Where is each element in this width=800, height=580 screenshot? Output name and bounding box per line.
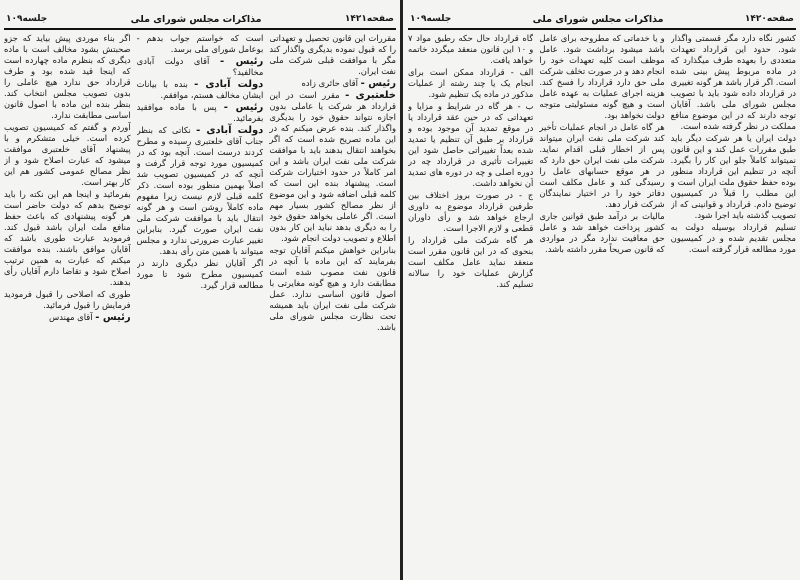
paragraph-text: الف - قرارداد ممکن است برای انجام یک یا چند رشته از عملیات مذکور در ماده یک تنظیم شود. <box>408 67 534 99</box>
paragraph <box>4 312 131 323</box>
session-number: جلسه۱۰۹ <box>6 14 48 24</box>
paragraph <box>269 78 396 89</box>
paragraph-text: آقای دولت آبادی مخالفید؟ <box>136 56 264 77</box>
paragraph-text: گاه قرارداد حال حکه رطبق مواد ۷ و ۱۰ این قانون منعقد میگردد خاتمه خواهد یافت. <box>408 33 534 65</box>
text-column <box>539 33 664 576</box>
text-columns <box>408 33 796 576</box>
paragraph <box>539 211 664 255</box>
paragraph <box>408 235 533 290</box>
running-title: مذاکرات مجلس شورای ملی <box>532 13 664 25</box>
text-columns <box>4 33 396 576</box>
paragraph-text: نکاتی که بنظر جناب آقای خلعتبری رسیده و مطرح کردند درست است. آنچه بود که در کمیسیون مورد توجه قرار گرفت و آنچه که در کمیسیون تصویب شد اصلاً بهمین منظور بوده است. ذکر کلمه قبلی لازم نیست زیرا مفهوم ماده کاملاً روشن است و هر گونه انتقال باید با موافقت شرکت ملی نفت ایران صورت گیرد. بنابراین تغییر عبارت ضرورتی ندارد و مجلس میتواند با همین متن رأی بدهد. <box>136 125 264 256</box>
paragraph <box>4 122 131 188</box>
text-column <box>671 33 796 576</box>
paragraph-text: طوری که اصلاحی را قبول فرمودید فرمایش را قبول فرمائید. <box>3 289 131 310</box>
page-divider <box>400 0 403 580</box>
text-column <box>4 33 131 576</box>
paragraph <box>269 245 396 333</box>
paragraph-text: بنده با بیانات ایشان مخالف هستم، موافقم. <box>136 79 264 100</box>
paragraph <box>137 79 264 101</box>
paragraph-text: اگر آقایان نظر دیگری دارند در کمیسیون مطرح شود تا مورد مطالعه قرار گیرد. <box>136 258 264 290</box>
paragraph-text: آقای مهندس <box>49 312 93 322</box>
paragraph-text: هر گاه عامل در انجام عملیات تأخیر کند شرکت ملی نفت ایران میتواند پس از اخطار قبلی اقدام نماید. شرکت ملی نفت ایران حق دارد که در هر موقع حسابهای عامل را رسیدگی کند و عامل مکلف است دفاتر خود را در اختیار نمایندگان شرکت قرار دهد. <box>539 122 665 209</box>
header-rule <box>4 28 396 30</box>
paragraph-text: است که خواستم جواب بدهم - بوعامل شورای ملی برسد. <box>136 33 264 54</box>
paragraph-text: ب - هر گاه در شرایط و مزایا و تعهداتی که در حین عقد قرارداد یا در موقع تمدید آن موجود بوده و قرارداد بر طبق آن تنظیم یا تمدید شده بعداً تغییراتی حاصل شود این تغییرات تأثیری در قرارداد چه در دوره اصلی و چه در دوره های تمدید آن نخواهد داشت. <box>408 101 534 188</box>
text-column <box>137 33 264 576</box>
paragraph <box>4 33 131 121</box>
paragraph-text: ج - در صورت بروز اختلاف بین طرفین قرارداد موضوع به داوری ارجاع خواهد شد و رأی داوران قطعی و لازم الاجرا است. <box>408 190 534 233</box>
paragraph-text: بفرمائید و اینجا هم این نکته را باید توضیح بدهم که دولت حاضر است هر گونه پیشنهادی که باعث حفظ منافع ملت ایران باشد قبول کند. فرمودید عبارت طوری باشد که آقایان موافق باشند. بنده موافقت میکنم که عبارت به همین ترتیب اصلاح شود و تقاضا دارم آقایان رأی بدهند. <box>3 189 131 287</box>
text-column <box>269 33 396 576</box>
text-column <box>408 33 533 576</box>
paragraph <box>408 101 533 189</box>
header-rule <box>408 28 796 30</box>
right-page <box>404 0 800 580</box>
speaker-name: خلعتبری - <box>345 90 396 101</box>
speaker-name: رئیس - <box>220 56 264 67</box>
paragraph <box>269 90 396 244</box>
paragraph <box>408 67 533 100</box>
speaker-name: دولت آبادی - <box>194 79 264 90</box>
paragraph-text: مالیات بر درآمد طبق قوانین جاری کشور پرداخت خواهد شد و عامل حق معافیت ندارد مگر در مواردی که قانون صریحاً مقرر داشته باشد. <box>539 211 665 254</box>
paragraph-text: دولت ایران یا هر شرکت دیگر باید طبق مقررات عمل کند و این قانون نمیتواند کاملاً جلو این کار را بگیرد. آنچه در تنظیم این قرارداد منظور بوده حفظ حقوق ملت ایران است و این مطلب را قبلاً در کمیسیون توضیح دادم. قرارداد و قوانینی که از تصویب گذشته باید اجرا شود. <box>670 133 796 220</box>
paragraph <box>137 33 264 55</box>
paragraph <box>4 189 131 288</box>
speaker-name: دولت آبادی - <box>196 125 264 136</box>
session-number: جلسه۱۰۹ <box>410 14 452 24</box>
paragraph-text: تسلیم قرارداد بوسیله دولت به مجلس تقدیم شده و در کمیسیون مورد مطالعه قرار گرفته است. <box>670 222 796 254</box>
speaker-name: رئیس - <box>223 102 264 113</box>
paragraph <box>539 33 664 121</box>
paragraph-text: مقررات این قانون تحصیل و تعهداتی را که قبول نموده بدیگری واگذار کند مگر با موافقت قبلی شرکت ملی نفت ایران. <box>269 33 396 76</box>
paragraph <box>671 33 796 132</box>
left-page-header <box>6 12 394 26</box>
paragraph <box>137 258 264 291</box>
paragraph-text: آقای حائری زاده <box>301 78 358 88</box>
page-number: صفحه۱۴۲۱ <box>344 14 394 24</box>
page-number: صفحه۱۴۲۰ <box>744 14 794 24</box>
paragraph-text: پس با ماده موافقید بفرمائید. <box>136 102 264 123</box>
paragraph-text: آوردم و گفتم که کمیسیون تصویب کرده است. خیلی متشکرم و با پیشنهاد آقای خلعتبری موافقت میشود که عبارت اصلاح شود و از نظر مصالح عمومی کشور هم این کار بهتر است. <box>3 122 131 187</box>
paragraph <box>137 102 264 124</box>
paragraph <box>137 56 264 78</box>
running-title: مذاکرات مجلس شورای ملی <box>130 13 262 25</box>
paragraph <box>137 125 264 257</box>
paragraph <box>408 190 533 234</box>
paragraph <box>671 222 796 255</box>
paragraph <box>408 33 533 66</box>
paragraph-text: کشور نگاه دارد مگر قسمتی واگذار شود. حدود این قرارداد تعهدات متعددی را بعهده طرف میگذارد که در ماده مربوط پیش بینی شده است. اگر قرار باشد هر گونه تغییری در قرارداد داده شود باید با تصویب مجلس شورای ملی باشد. آقایان توجه دارند که در این موضوع منافع مملکت در نظر گرفته شده است. <box>670 33 796 131</box>
speaker-name: رئیس - <box>95 312 131 323</box>
paragraph-text: بنابراین خواهش میکنم آقایان توجه بفرمایند که این ماده با آنچه در قانون نفت مصوب شده است مطابقت دارد و هیچ گونه مغایرتی با اصول قانون اساسی ندارد. عمل شرکت ملی نفت ایران باید همیشه تحت نظارت مجلس شورای ملی باشد. <box>269 245 396 332</box>
paragraph-text: هر گاه شرکت ملی قرارداد را بنحوی که در این قانون مقرر است منعقد نماید عامل مکلف است گزارش عملیات خود را سالانه تسلیم کند. <box>408 235 534 289</box>
paragraph-text: مقرر است در این قرارداد هر شرکت یا عاملی بدون اجازه نتواند حقوق خود را بدیگری واگذار کند. بنده عرض میکنم که در این ماده تصریح شده است که اگر بخواهند انتقال بدهند باید با موافقت شرکت ملی نفت ایران باشد و این امر کاملاً در حدود اختیارات شرکت است. پیشنهاد بنده این است که کلمه قبلی اضافه شود و این موضوع از نظر مصالح کشور بسیار مهم است. اگر عاملی بخواهد حقوق خود را به دیگری بدهد نباید این کار بدون اطلاع و تصویب دولت انجام شود. <box>269 90 396 243</box>
paragraph-text: اگر بناء موردی پیش بیاید که جزو صحبتش بشود مخالف است با ماده دیگری که بنظرم ماده چهارده است که اینجا قید شده بود و طرف قرارداد حق ندارد هیچ عاملی را بدون تصویب مجلس انتخاب کند. بنظر بنده این ماده با اصول قانون اساسی مطابقت ندارد. <box>3 33 131 120</box>
paragraph <box>269 33 396 77</box>
right-page-header <box>410 12 794 26</box>
paragraph <box>4 289 131 311</box>
paragraph <box>539 122 664 210</box>
paragraph-text: و یا خدماتی که مطروحه برای عامل باشد میشود برداشت شود. عامل موظف است کلیه تعهدات خود را انجام دهد و در صورت تخلف شرکت ملی حق دارد قرارداد را فسخ کند. هزینه اجرای عملیات به عهده عامل است و هیچ گونه مسئولیتی متوجه دولت نخواهد بود. <box>539 33 665 120</box>
paragraph <box>671 133 796 221</box>
speaker-name: رئیس - <box>360 78 396 89</box>
